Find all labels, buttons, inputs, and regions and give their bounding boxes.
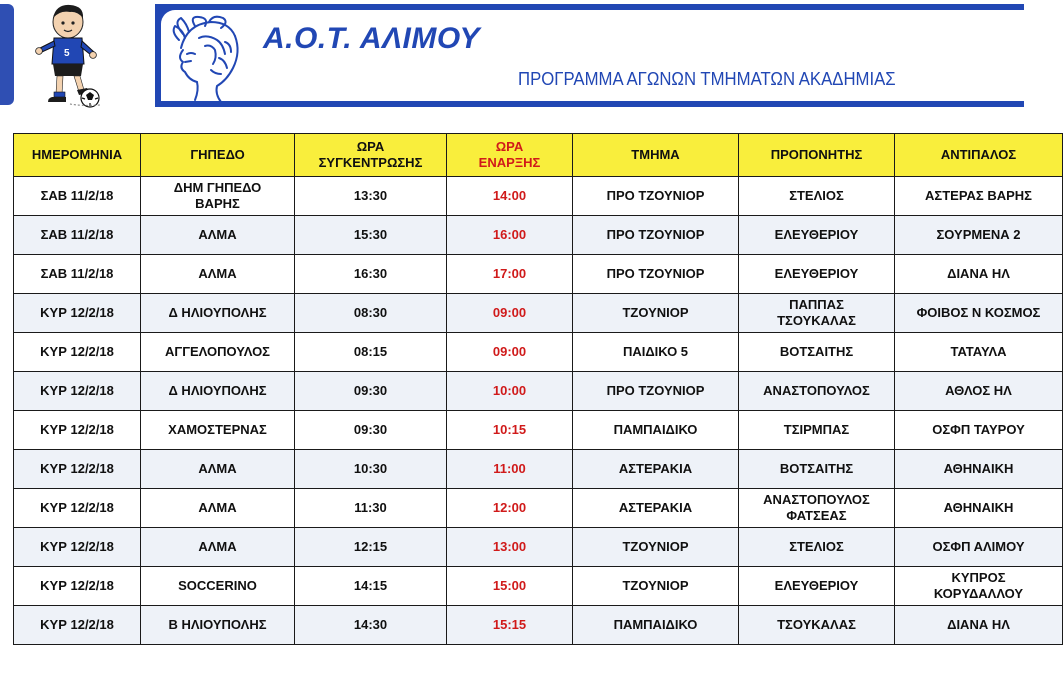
team-cell: ΠΡΟ ΤΖΟΥΝΙΟΡ bbox=[573, 216, 739, 255]
start-time-cell: 16:00 bbox=[447, 216, 573, 255]
left-edge-tab bbox=[0, 4, 14, 105]
table-row bbox=[14, 411, 1063, 450]
venue-cell: ΑΓΓΕΛΟΠΟΥΛΟΣ bbox=[141, 333, 295, 372]
opponent-cell: ΑΣΤΕΡΑΣ ΒΑΡΗΣ bbox=[895, 177, 1063, 216]
date-cell: ΚΥΡ 12/2/18 bbox=[14, 567, 141, 606]
start-time-cell: 12:00 bbox=[447, 489, 573, 528]
hermes-head-logo-icon bbox=[169, 14, 247, 104]
opponent-cell: ΦΟΙΒΟΣ Ν ΚΟΣΜΟΣ bbox=[895, 294, 1063, 333]
start-time-cell: 11:00 bbox=[447, 450, 573, 489]
table-row bbox=[14, 294, 1063, 333]
team-cell: ΤΖΟΥΝΙΟΡ bbox=[573, 528, 739, 567]
table-row bbox=[14, 177, 1063, 216]
column-header-start-time: ΩΡΑ ΕΝΑΡΞΗΣ bbox=[447, 134, 573, 177]
coach-cell: ΠΑΠΠΑΣ ΤΣΟΥΚΑΛΑΣ bbox=[739, 294, 895, 333]
start-time-cell: 10:00 bbox=[447, 372, 573, 411]
start-time-cell: 17:00 bbox=[447, 255, 573, 294]
header-banner bbox=[155, 4, 1024, 107]
table-row bbox=[14, 450, 1063, 489]
team-cell: ΠΡΟ ΤΖΟΥΝΙΟΡ bbox=[573, 255, 739, 294]
team-cell: ΠΑΙΔΙΚΟ 5 bbox=[573, 333, 739, 372]
table-row bbox=[14, 216, 1063, 255]
team-cell: ΠΡΟ ΤΖΟΥΝΙΟΡ bbox=[573, 372, 739, 411]
team-cell: ΤΖΟΥΝΙΟΡ bbox=[573, 567, 739, 606]
venue-cell: ΑΛΜΑ bbox=[141, 216, 295, 255]
coach-cell: ΤΣΙΡΜΠΑΣ bbox=[739, 411, 895, 450]
team-cell: ΠΑΜΠΑΙΔΙΚΟ bbox=[573, 411, 739, 450]
coach-cell: ΕΛΕΥΘΕΡΙΟΥ bbox=[739, 567, 895, 606]
opponent-cell: ΑΘΛΟΣ ΗΛ bbox=[895, 372, 1063, 411]
opponent-cell: ΑΘΗΝΑΙΚΗ bbox=[895, 489, 1063, 528]
coach-cell: ΕΛΕΥΘΕΡΙΟΥ bbox=[739, 255, 895, 294]
opponent-cell: ΚΥΠΡΟΣ ΚΟΡΥΔΑΛΛΟΥ bbox=[895, 567, 1063, 606]
header-banner-panel bbox=[161, 10, 1024, 101]
coach-cell: ΣΤΕΛΙΟΣ bbox=[739, 528, 895, 567]
coach-cell: ΒΟΤΣΑΙΤΗΣ bbox=[739, 450, 895, 489]
column-header-gathering-time: ΩΡΑ ΣΥΓΚΕΝΤΡΩΣΗΣ bbox=[295, 134, 447, 177]
team-cell: ΠΑΜΠΑΙΔΙΚΟ bbox=[573, 606, 739, 645]
column-header-opponent: ΑΝΤΙΠΑΛΟΣ bbox=[895, 134, 1063, 177]
gathering-time-cell: 08:15 bbox=[295, 333, 447, 372]
table-row bbox=[14, 567, 1063, 606]
opponent-cell: ΣΟΥΡΜΕΝΑ 2 bbox=[895, 216, 1063, 255]
gathering-time-cell: 10:30 bbox=[295, 450, 447, 489]
gathering-time-cell: 11:30 bbox=[295, 489, 447, 528]
gathering-time-cell: 14:30 bbox=[295, 606, 447, 645]
gathering-time-cell: 13:30 bbox=[295, 177, 447, 216]
gathering-time-cell: 09:30 bbox=[295, 372, 447, 411]
venue-cell: ΑΛΜΑ bbox=[141, 450, 295, 489]
svg-text:5: 5 bbox=[64, 48, 70, 59]
date-cell: ΚΥΡ 12/2/18 bbox=[14, 450, 141, 489]
column-header-coach: ΠΡΟΠΟΝΗΤΗΣ bbox=[739, 134, 895, 177]
date-cell: ΣΑΒ 11/2/18 bbox=[14, 255, 141, 294]
venue-cell: ΑΛΜΑ bbox=[141, 489, 295, 528]
table-row bbox=[14, 489, 1063, 528]
date-cell: ΚΥΡ 12/2/18 bbox=[14, 411, 141, 450]
gathering-time-cell: 14:15 bbox=[295, 567, 447, 606]
team-cell: ΤΖΟΥΝΙΟΡ bbox=[573, 294, 739, 333]
start-time-cell: 14:00 bbox=[447, 177, 573, 216]
match-schedule-table bbox=[13, 133, 1063, 645]
venue-cell: ΔΗΜ ΓΗΠΕΔΟ ΒΑΡΗΣ bbox=[141, 177, 295, 216]
start-time-cell: 10:15 bbox=[447, 411, 573, 450]
table-row bbox=[14, 333, 1063, 372]
date-cell: ΚΥΡ 12/2/18 bbox=[14, 489, 141, 528]
gathering-time-cell: 16:30 bbox=[295, 255, 447, 294]
column-header-date: ΗΜΕΡΟΜΗΝΙΑ bbox=[14, 134, 141, 177]
gathering-time-cell: 12:15 bbox=[295, 528, 447, 567]
column-header-venue: ΓΗΠΕΔΟ bbox=[141, 134, 295, 177]
date-cell: ΚΥΡ 12/2/18 bbox=[14, 333, 141, 372]
gathering-time-cell: 08:30 bbox=[295, 294, 447, 333]
opponent-cell: ΟΣΦΠ ΑΛΙΜΟΥ bbox=[895, 528, 1063, 567]
date-cell: ΣΑΒ 11/2/18 bbox=[14, 216, 141, 255]
venue-cell: ΧΑΜΟΣΤΕΡΝΑΣ bbox=[141, 411, 295, 450]
date-cell: ΚΥΡ 12/2/18 bbox=[14, 294, 141, 333]
opponent-cell: ΟΣΦΠ ΤΑΥΡΟΥ bbox=[895, 411, 1063, 450]
start-time-cell: 09:00 bbox=[447, 294, 573, 333]
venue-cell: Δ ΗΛΙΟΥΠΟΛΗΣ bbox=[141, 294, 295, 333]
coach-cell: ΑΝΑΣΤΟΠΟΥΛΟΣ bbox=[739, 372, 895, 411]
start-time-cell: 15:15 bbox=[447, 606, 573, 645]
coach-cell: ΕΛΕΥΘΕΡΙΟΥ bbox=[739, 216, 895, 255]
opponent-cell: ΑΘΗΝΑΙΚΗ bbox=[895, 450, 1063, 489]
opponent-cell: ΤΑΤΑΥΛΑ bbox=[895, 333, 1063, 372]
date-cell: ΚΥΡ 12/2/18 bbox=[14, 528, 141, 567]
club-title: Α.Ο.Τ. ΑΛΙΜΟΥ bbox=[263, 22, 480, 55]
coach-cell: ΣΤΕΛΙΟΣ bbox=[739, 177, 895, 216]
date-cell: ΣΑΒ 11/2/18 bbox=[14, 177, 141, 216]
table-row bbox=[14, 528, 1063, 567]
table-row bbox=[14, 372, 1063, 411]
team-cell: ΑΣΤΕΡΑΚΙΑ bbox=[573, 450, 739, 489]
start-time-cell: 13:00 bbox=[447, 528, 573, 567]
date-cell: ΚΥΡ 12/2/18 bbox=[14, 372, 141, 411]
soccer-kid-mascot-icon bbox=[30, 2, 100, 108]
table-row bbox=[14, 606, 1063, 645]
table-header-row bbox=[14, 134, 1063, 177]
opponent-cell: ΔΙΑΝΑ ΗΛ bbox=[895, 606, 1063, 645]
gathering-time-cell: 09:30 bbox=[295, 411, 447, 450]
start-time-cell: 15:00 bbox=[447, 567, 573, 606]
coach-cell: ΤΣΟΥΚΑΛΑΣ bbox=[739, 606, 895, 645]
schedule-subtitle: ΠΡΟΓΡΑΜΜΑ ΑΓΩΝΩΝ ΤΜΗΜΑΤΩΝ ΑΚΑΔΗΜΙΑΣ bbox=[518, 69, 896, 89]
coach-cell: ΒΟΤΣΑΙΤΗΣ bbox=[739, 333, 895, 372]
venue-cell: ΑΛΜΑ bbox=[141, 528, 295, 567]
date-cell: ΚΥΡ 12/2/18 bbox=[14, 606, 141, 645]
gathering-time-cell: 15:30 bbox=[295, 216, 447, 255]
team-cell: ΑΣΤΕΡΑΚΙΑ bbox=[573, 489, 739, 528]
start-time-cell: 09:00 bbox=[447, 333, 573, 372]
venue-cell: Β ΗΛΙΟΥΠΟΛΗΣ bbox=[141, 606, 295, 645]
table-row bbox=[14, 255, 1063, 294]
column-header-team: ΤΜΗΜΑ bbox=[573, 134, 739, 177]
opponent-cell: ΔΙΑΝΑ ΗΛ bbox=[895, 255, 1063, 294]
venue-cell: Δ ΗΛΙΟΥΠΟΛΗΣ bbox=[141, 372, 295, 411]
coach-cell: ΑΝΑΣΤΟΠΟΥΛΟΣ ΦΑΤΣΕΑΣ bbox=[739, 489, 895, 528]
venue-cell: SOCCERINO bbox=[141, 567, 295, 606]
venue-cell: ΑΛΜΑ bbox=[141, 255, 295, 294]
team-cell: ΠΡΟ ΤΖΟΥΝΙΟΡ bbox=[573, 177, 739, 216]
